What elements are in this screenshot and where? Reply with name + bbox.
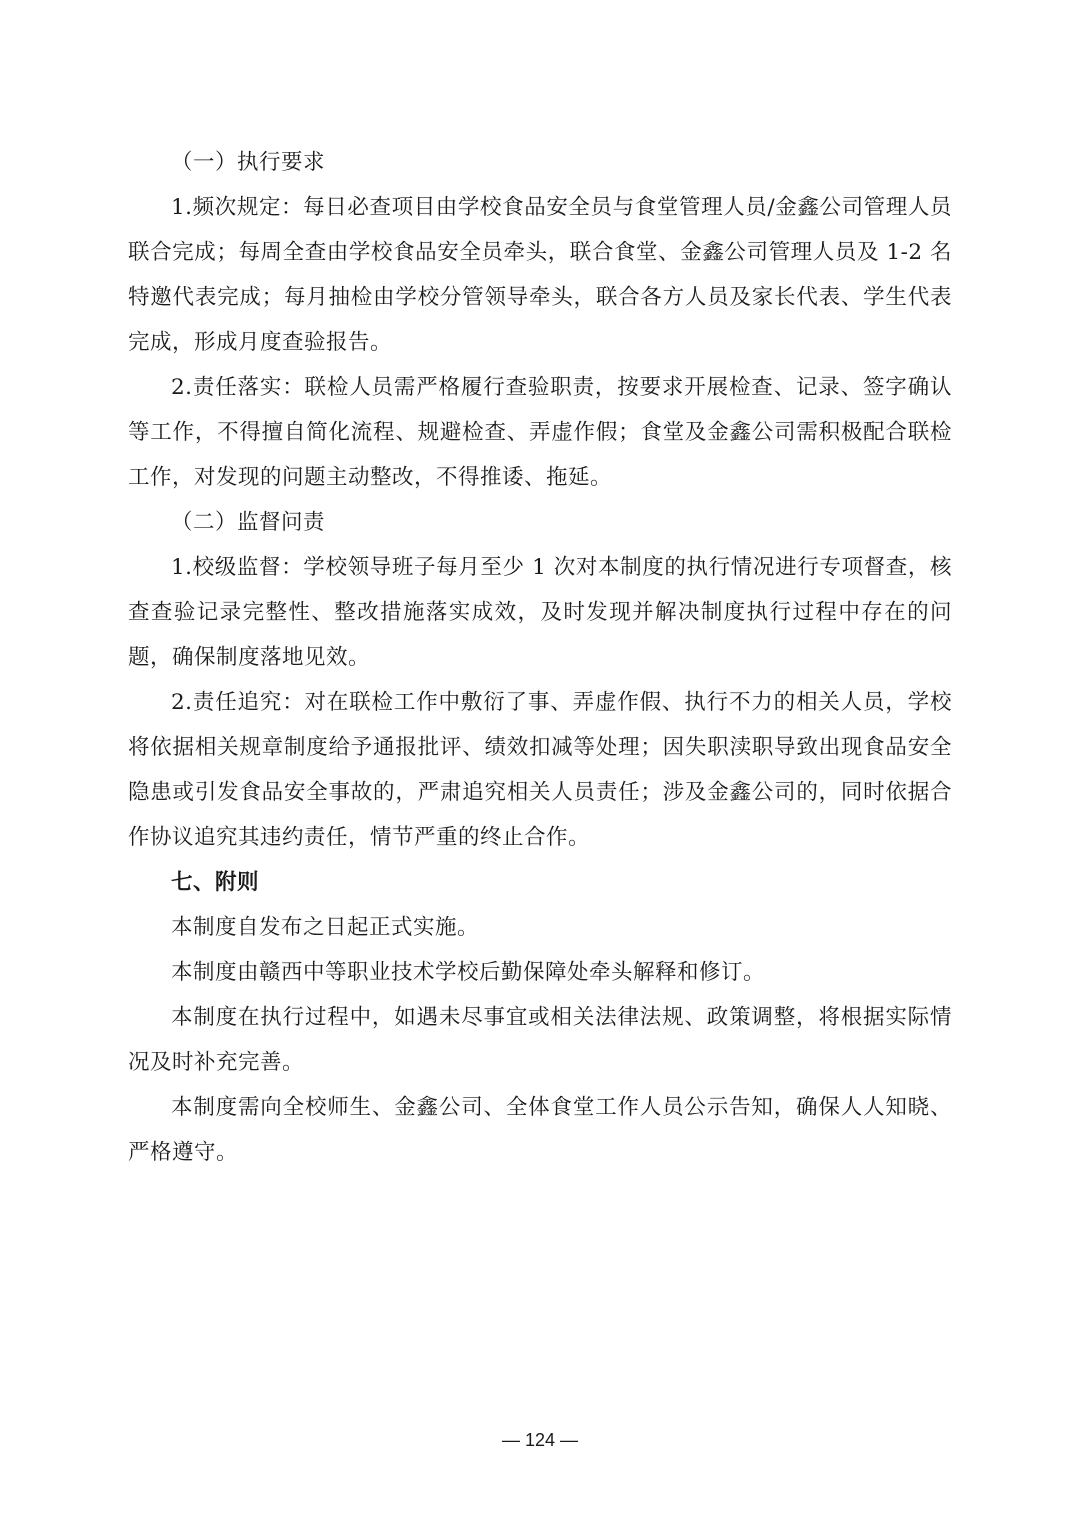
paragraph-accountability: 2.责任追究：对在联检工作中敷衍了事、弄虚作假、执行不力的相关人员，学校将依据相关规章制度给予通报批评、绩效扣减等处理；因失职渎职导致出现食品安全隐患或引发食品安全事故的，严肃追究相关人员责任；涉及金鑫公司的，同时依据合作协议追究其违约责任，情节严重的终止合作。 bbox=[128, 690, 952, 850]
paragraph-publication: 本制度需向全校师生、金鑫公司、全体食堂工作人员公示告知，确保人人知晓、严格遵守。 bbox=[128, 1095, 952, 1165]
paragraph-effective-date: 本制度自发布之日起正式实施。 bbox=[171, 915, 480, 940]
paragraph-responsibility-implementation: 2.责任落实：联检人员需严格履行查验职责，按要求开展检查、记录、签字确认等工作，不得擅自简化流程、规避检查、弄虚作假；食堂及金鑫公司需积极配合联检工作，对发现的问题主动整改，不得推诿、拖延。 bbox=[128, 375, 952, 490]
section-heading-supplementary: 七、附则 bbox=[171, 870, 260, 895]
paragraph-school-supervision: 1.校级监督：学校领导班子每月至少 1 次对本制度的执行情况进行专项督查，核查查验记录完整性、整改措施落实成效，及时发现并解决制度执行过程中存在的问题，确保制度落地见效。 bbox=[128, 555, 952, 670]
paragraph-interpretation: 本制度由赣西中等职业技术学校后勤保障处牵头解释和修订。 bbox=[171, 960, 766, 985]
document-body bbox=[128, 140, 952, 1175]
subsection-heading-execution: （一）执行要求 bbox=[171, 150, 326, 175]
page-number: — 124 — bbox=[501, 1430, 579, 1450]
paragraph-amendment: 本制度在执行过程中，如遇未尽事宜或相关法律法规、政策调整，将根据实际情况及时补充完善。 bbox=[128, 1005, 952, 1075]
subsection-heading-supervision: （二）监督问责 bbox=[171, 510, 326, 535]
paragraph-frequency-rules: 1.频次规定：每日必查项目由学校食品安全员与食堂管理人员/金鑫公司管理人员联合完成；每周全查由学校食品安全员牵头，联合食堂、金鑫公司管理人员及 1-2 名特邀代表完成；每月抽检由学校分管领导牵头，联合各方人员及家长代表、学生代表完成，形成月度查验报告。 bbox=[128, 195, 952, 355]
